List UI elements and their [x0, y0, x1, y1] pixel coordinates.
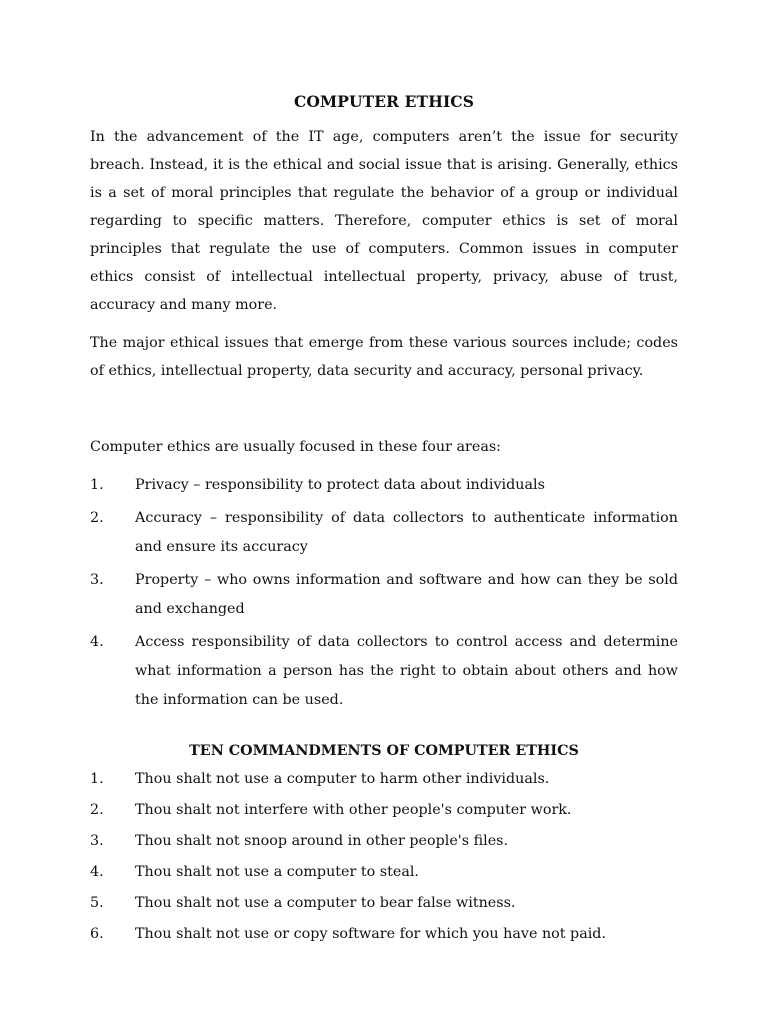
section-spacer	[90, 385, 678, 433]
commandments-heading: TEN COMMANDMENTS OF COMPUTER ETHICS	[189, 743, 579, 759]
section-spacer	[90, 719, 678, 739]
list-item	[90, 628, 678, 715]
list-item	[90, 566, 678, 624]
list-item	[90, 504, 678, 562]
areas-intro: Computer ethics are usually focused in these four areas:	[90, 439, 502, 455]
list-item-text: Thou shalt not interfere with other people's computer work.	[135, 802, 572, 818]
list-item	[90, 858, 678, 887]
list-item	[90, 471, 678, 500]
page-title: COMPUTER ETHICS	[293, 92, 475, 111]
list-item-number: 4.	[90, 864, 104, 880]
list-item-text: Property – who owns information and software and how can they be sold and exchanged	[135, 572, 678, 617]
areas-list	[90, 471, 678, 715]
list-item	[90, 889, 678, 918]
list-item-text: Thou shalt not use a computer to bear false witness.	[135, 895, 516, 911]
list-item-text: Thou shalt not snoop around in other people's files.	[135, 833, 509, 849]
list-item-number: 6.	[90, 926, 104, 942]
list-item	[90, 765, 678, 794]
list-item-number: 3.	[90, 833, 104, 849]
document-body	[90, 92, 678, 951]
list-item-text: Privacy – responsibility to protect data about individuals	[135, 477, 545, 493]
commandments-list	[90, 765, 678, 949]
list-item	[90, 827, 678, 856]
list-item	[90, 796, 678, 825]
list-item-text: Thou shalt not use or copy software for which you have not paid.	[135, 926, 607, 942]
list-item-number: 1.	[90, 771, 104, 787]
list-item-text: Thou shalt not use a computer to harm other individuals.	[135, 771, 550, 787]
list-item-number: 3.	[90, 572, 104, 588]
list-item-text: Accuracy – responsibility of data collectors to authenticate information and ensure its accuracy	[135, 510, 678, 555]
list-item-text: Thou shalt not use a computer to steal.	[135, 864, 419, 880]
issues-paragraph: The major ethical issues that emerge from these various sources include; codes of ethics, intellectual property, data security and accuracy, personal privacy.	[90, 335, 678, 379]
list-item	[90, 920, 678, 949]
intro-paragraph: In the advancement of the IT age, computers aren’t the issue for security breach. Instead, it is the ethical and social issue that is arising. Generally, ethics is a set of moral principles that regulate the behavior of a group or individual regarding to specific matters. Therefore, computer ethics is set of moral principles that regulate the use of computers. Common issues in computer ethics consist of intellectual intellectual property, privacy, abuse of trust, accuracy and many more.	[90, 129, 678, 313]
list-item-number: 4.	[90, 634, 104, 650]
list-item-number: 5.	[90, 895, 104, 911]
list-item-number: 2.	[90, 802, 104, 818]
list-item-number: 1.	[90, 477, 104, 493]
list-item-number: 2.	[90, 510, 104, 526]
list-item-text: Access responsibility of data collectors to control access and determine what information a person has the right to obtain about others and how the information can be used.	[135, 634, 678, 708]
